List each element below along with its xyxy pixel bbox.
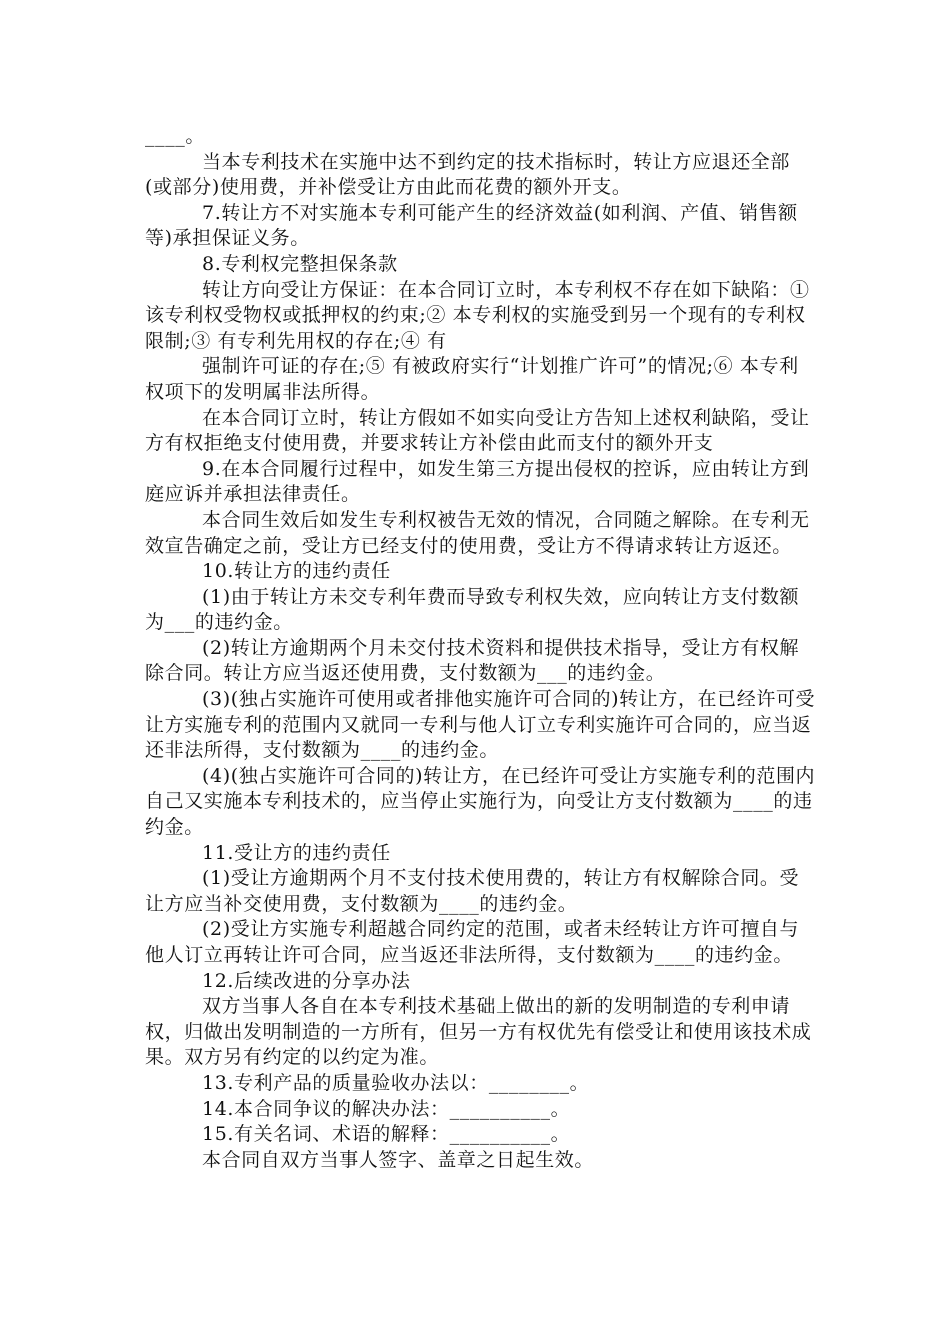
- paragraph-blank-line: ____。: [145, 125, 206, 147]
- heading-clause-10: 10.转让方的违约责任: [202, 560, 391, 583]
- paragraph-improvements: 双方当事人各自在本专利技术基础上做出的新的发明制造的专利申请权，归做出发明制造的一方所有，但另一方有权优先有偿受让和使用该技术成果。双方另有约定的以约定为准。: [145, 995, 812, 1069]
- paragraph-effective-date: 本合同自双方当事人签字、盖章之日起生效。: [202, 1148, 595, 1171]
- paragraph-clause-11-2: (2)受让方实施专利超越合同约定的范围，或者未经转让方许可擅自与他人订立再转让许可合同，应当返还非法所得，支付数额为____的违约金。: [145, 918, 800, 966]
- paragraph-warranty-defects: 转让方向受让方保证：在本合同订立时，本专利权不存在如下缺陷：①该专利权受物权或抵押权的约束;② 本专利权的实施受到另一个现有的专利权限制;③ 有专利先用权的存在;④ 有: [145, 278, 810, 352]
- paragraph-clause-10-2: (2)转让方逾期两个月未交付技术资料和提供技术指导，受让方有权解除合同。转让方应当返还使用费，支付数额为___的违约金。: [145, 636, 800, 685]
- heading-clause-8: 8.专利权完整担保条款: [202, 252, 398, 275]
- paragraph-clause-10-1: (1)由于转让方未交专利年费而导致专利权失效，应向转让方支付数额为___的违约金。: [145, 585, 800, 634]
- heading-clause-11: 11.受让方的违约责任: [202, 841, 391, 864]
- paragraph-clause-9: 9.在本合同履行过程中，如发生第三方提出侵权的控诉，应由转让方到庭应诉并承担法律责任。: [145, 457, 810, 506]
- paragraph-clause-7: 7.转让方不对实施本专利可能产生的经济效益(如利润、产值、销售额等)承担保证义务。: [145, 201, 798, 250]
- heading-clause-12: 12.后续改进的分享办法: [202, 969, 411, 992]
- paragraph-clause-14: 14.本合同争议的解决办法：__________。: [202, 1097, 571, 1120]
- paragraph-clause-13: 13.专利产品的质量验收办法以：________。: [202, 1071, 590, 1094]
- paragraph-invalidation: 本合同生效后如发生专利权被告无效的情况，合同随之解除。在专利无效宣告确定之前，受让方已经支付的使用费，受让方不得请求转让方返还。: [145, 508, 810, 557]
- document-body: [145, 124, 817, 1173]
- paragraph-clause-10-4: (4)(独占实施许可合同的)转让方，在已经许可受让方实施专利的范围内自己又实施本专利技术的，应当停止实施行为，向受让方支付数额为____的违约金。: [145, 764, 816, 839]
- paragraph-warranty-defects-cont: 强制许可证的存在;⑤ 有被政府实行“计划推广许可”的情况;⑥ 本专利权项下的发明属非法所得。: [145, 355, 799, 403]
- paragraph-clause-10-3: (3)(独占实施许可使用或者排他实施许可合同的)转让方，在已经许可受让方实施专利的范围内又就同一专利与他人订立专利实施许可合同的，应当返还非法所得，支付数额为____的违约金。: [145, 688, 816, 762]
- paragraph-disclosure: 在本合同订立时，转让方假如不如实向受让方告知上述权利缺陷，受让方有权拒绝支付使用费，并要求转让方补偿由此而支付的额外开支: [145, 406, 810, 455]
- paragraph-refund-clause: 当本专利技术在实施中达不到约定的技术指标时，转让方应退还全部(或部分)使用费，并补偿受让方由此而花费的额外开支。: [145, 150, 791, 199]
- paragraph-clause-15: 15.有关名词、术语的解释：__________。: [202, 1123, 571, 1146]
- paragraph-clause-11-1: (1)受让方逾期两个月不支付技术使用费的，转让方有权解除合同。受让方应当补交使用费，支付数额为____的违约金。: [145, 867, 800, 915]
